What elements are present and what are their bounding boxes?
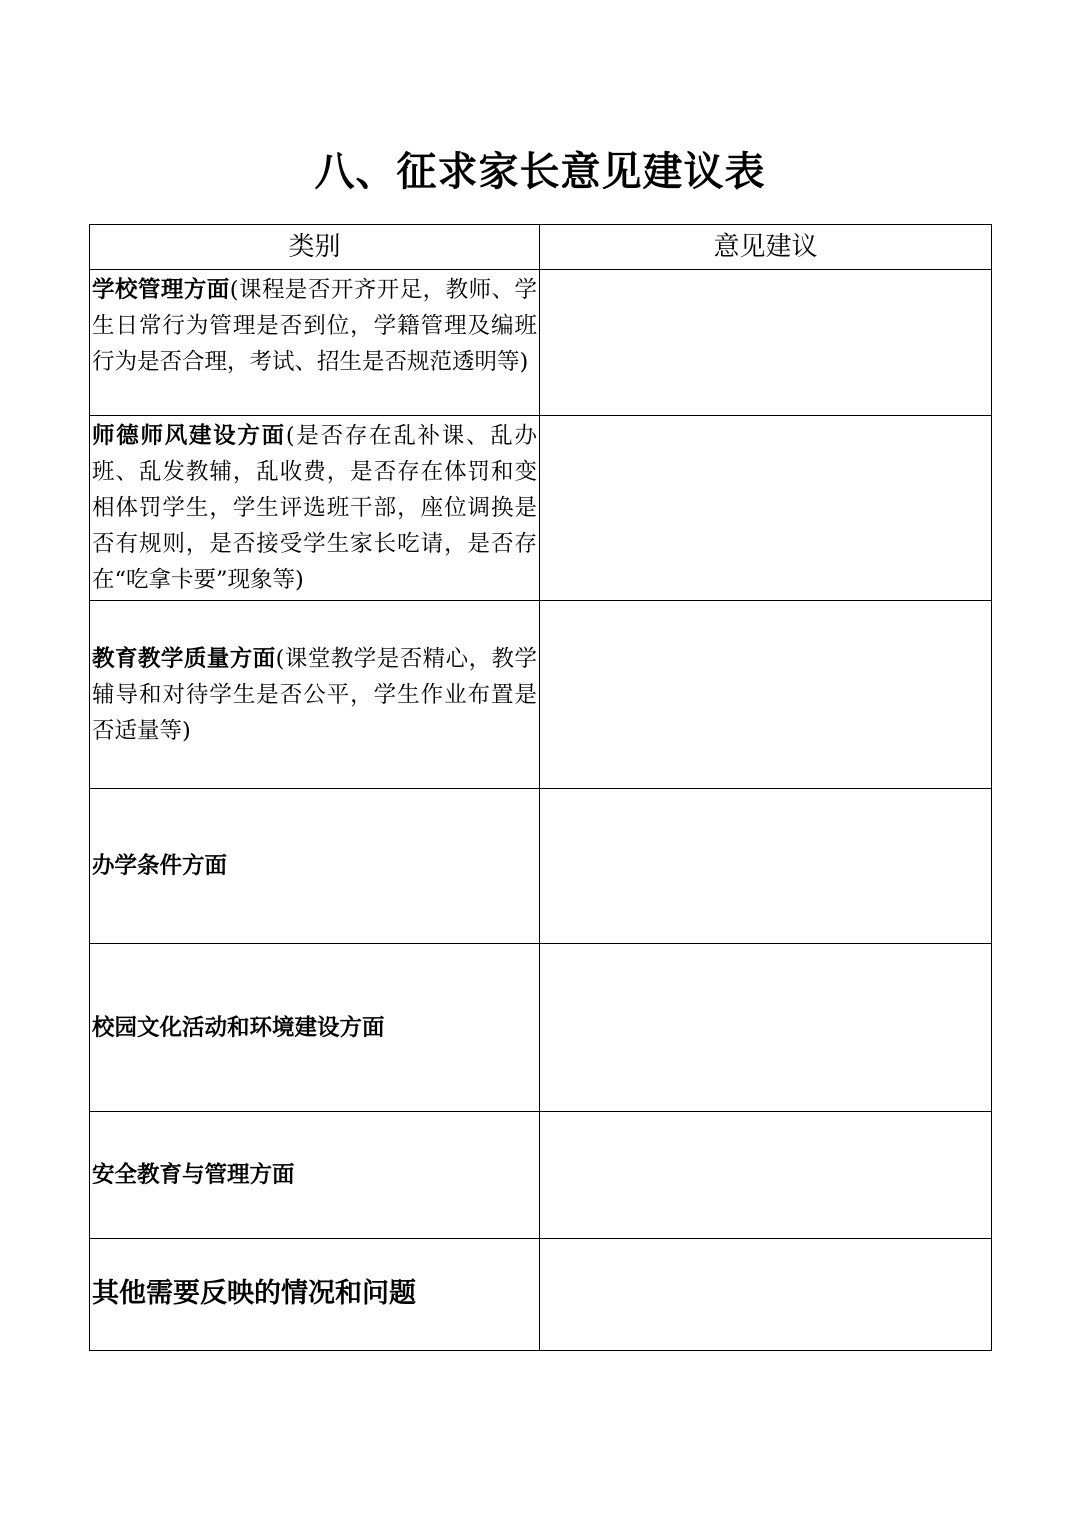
page-title: 八、征求家长意见建议表 (314, 148, 766, 195)
table-row (90, 270, 992, 416)
category-cell-other-issues (90, 1239, 540, 1351)
category-detail: (课程是否开齐开足，教师、学生日常行为管理是否到位，学籍管理及编班行为是否合理，考试、招生是否规范透明等) (92, 277, 537, 375)
table-row (90, 1239, 992, 1351)
header-suggestion: 意见建议 (540, 225, 992, 270)
category-title: 办学条件方面 (92, 853, 228, 879)
category-cell-teaching-quality (90, 601, 540, 789)
category-cell-school-management (90, 270, 540, 416)
table-row (90, 416, 992, 601)
category-cell-school-conditions (90, 789, 540, 944)
suggestion-cell-campus-culture[interactable] (540, 944, 992, 1112)
category-title: 师德师风建设方面 (92, 423, 286, 449)
table-row (90, 601, 992, 789)
suggestion-cell-school-management[interactable] (540, 270, 992, 416)
category-detail: (是否存在乱补课、乱办班、乱发教辅，乱收费，是否存在体罚和变相体罚学生，学生评选班干部，座位调换是否有规则，是否接受学生家长吃请，是否存在“吃拿卡要”现象等) (92, 423, 537, 593)
suggestion-form-table (89, 224, 992, 1351)
category-cell-safety (90, 1112, 540, 1239)
suggestion-cell-school-conditions[interactable] (540, 789, 992, 944)
category-title: 学校管理方面 (92, 277, 230, 303)
category-cell-teacher-ethics (90, 416, 540, 601)
suggestion-cell-safety[interactable] (540, 1112, 992, 1239)
table-row (90, 1112, 992, 1239)
suggestion-cell-other-issues[interactable] (540, 1239, 992, 1351)
suggestion-cell-teaching-quality[interactable] (540, 601, 992, 789)
category-detail: (课堂教学是否精心，教学辅导和对待学生是否公平，学生作业布置是否适量等) (92, 645, 537, 744)
table-header-row (90, 225, 992, 270)
category-title: 教育教学质量方面 (92, 645, 276, 672)
suggestion-cell-teacher-ethics[interactable] (540, 416, 992, 601)
category-title: 安全教育与管理方面 (92, 1162, 295, 1188)
category-cell-campus-culture (90, 944, 540, 1112)
table-row (90, 789, 992, 944)
table-row (90, 944, 992, 1112)
category-title: 其他需要反映的情况和问题 (92, 1278, 416, 1309)
header-category: 类别 (90, 225, 540, 270)
category-title: 校园文化活动和环境建设方面 (92, 1014, 385, 1041)
